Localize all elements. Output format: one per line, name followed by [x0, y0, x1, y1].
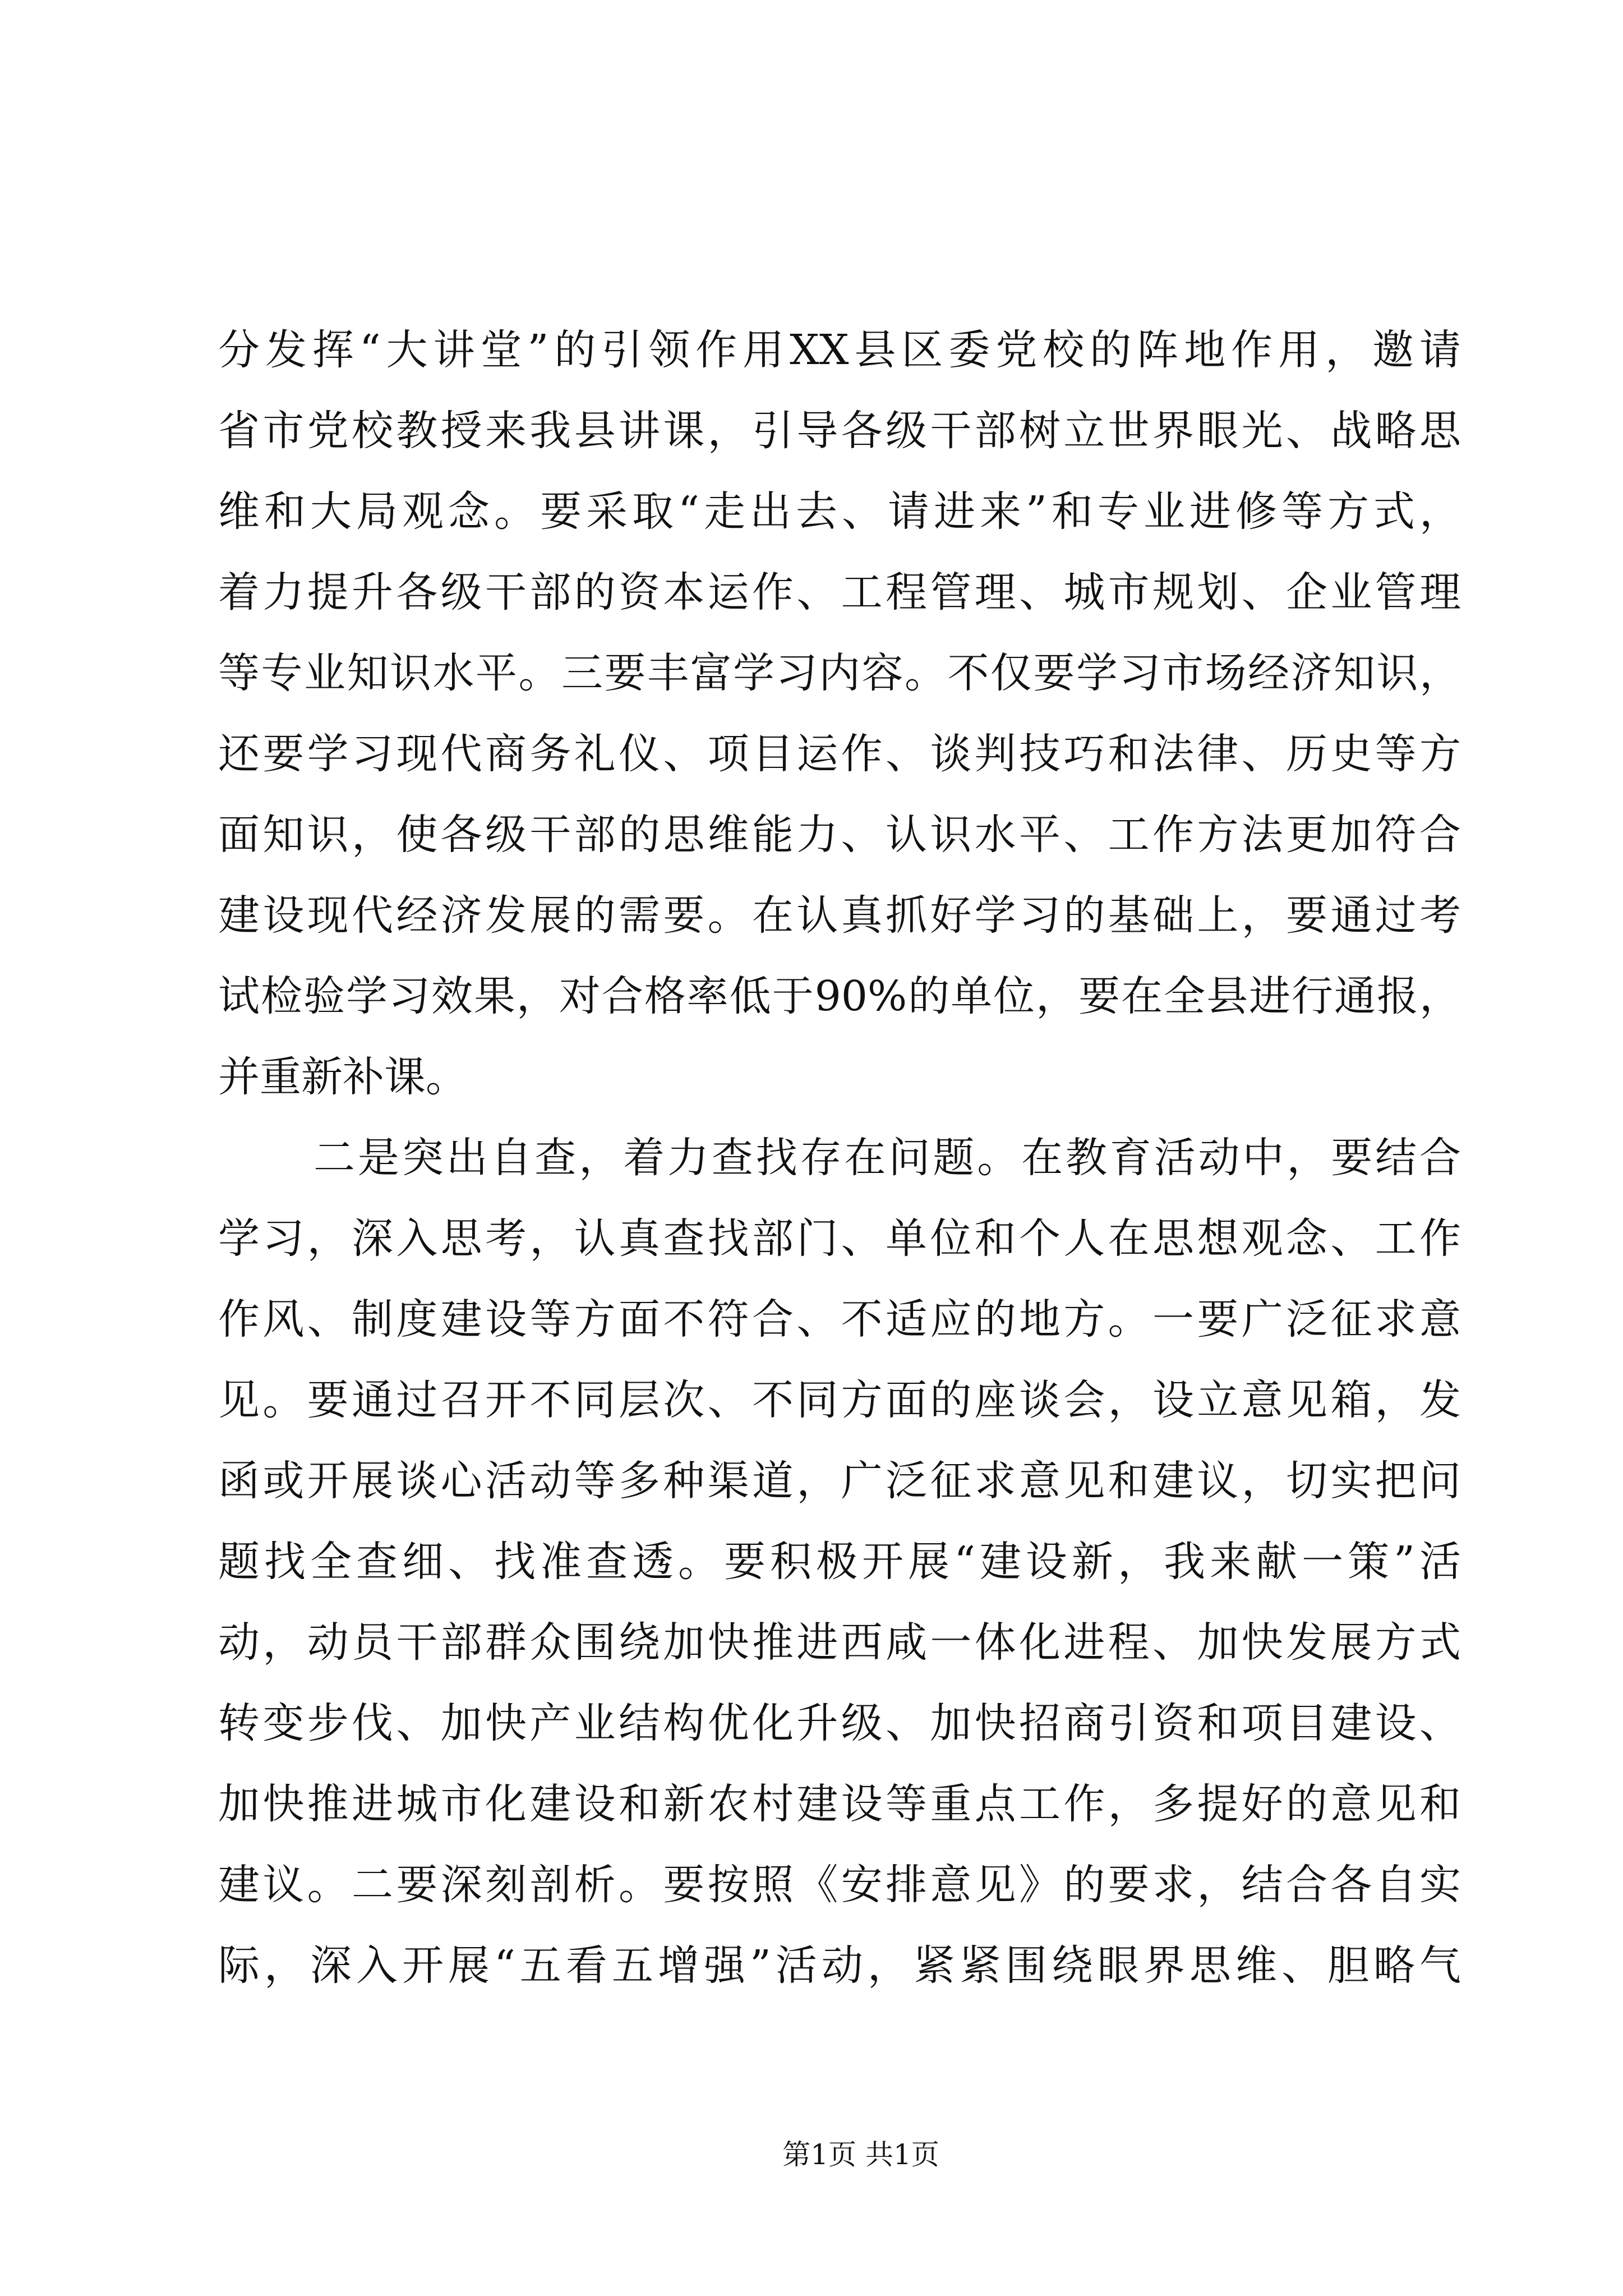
- text-line: 加快推进城市化建设和新农村建设等重点工作，多提好的意见和: [218, 1780, 1461, 1828]
- text-line: 作风、制度建设等方面不符合、不适应的地方。一要广泛征求意: [218, 1295, 1461, 1343]
- text-line: 建议。二要深刻剖析。要按照《安排意见》的要求，结合各自实: [218, 1861, 1461, 1909]
- body-text: [218, 310, 1461, 2006]
- text-line: 题找全查细、找准查透。要积极开展“建设新，我来献一策”活: [218, 1538, 1461, 1586]
- text-line: 省市党校教授来我县讲课，引导各级干部树立世界眼光、战略思: [218, 407, 1461, 455]
- text-line: 并重新补课。: [218, 1053, 467, 1101]
- paragraph-1: [218, 310, 1461, 1117]
- text-line: 等专业知识水平。三要丰富学习内容。不仅要学习市场经济知识，: [218, 649, 1461, 697]
- text-line: 分发挥“大讲堂”的引领作用XX县区委党校的阵地作用，邀请: [218, 326, 1461, 374]
- text-line: 维和大局观念。要采取“走出去、请进来”和专业进修等方式，: [218, 487, 1461, 536]
- page-footer: 第1页 共1页: [782, 2138, 939, 2171]
- paragraph-2: [218, 1117, 1461, 2006]
- text-line: 际，深入开展“五看五增强”活动，紧紧围绕眼界思维、胆略气: [218, 1941, 1461, 1990]
- text-line: 转变步伐、加快产业结构优化升级、加快招商引资和项目建设、: [218, 1699, 1461, 1747]
- text-line: 建设现代经济发展的需要。在认真抓好学习的基础上，要通过考: [218, 891, 1461, 940]
- text-line: 试检验学习效果，对合格率低于90%的单位，要在全县进行通报，: [218, 972, 1461, 1020]
- text-line: 着力提升各级干部的资本运作、工程管理、城市规划、企业管理: [218, 568, 1461, 616]
- text-line: 函或开展谈心活动等多种渠道，广泛征求意见和建议，切实把问: [218, 1457, 1461, 1505]
- text-line: 二是突出自查，着力查找存在问题。在教育活动中，要结合: [313, 1134, 1461, 1182]
- text-line: 面知识，使各级干部的思维能力、认识水平、工作方法更加符合: [218, 811, 1461, 859]
- text-line: 学习，深入思考，认真查找部门、单位和个人在思想观念、工作: [218, 1214, 1461, 1263]
- text-line: 还要学习现代商务礼仪、项目运作、谈判技巧和法律、历史等方: [218, 730, 1461, 778]
- text-line: 见。要通过召开不同层次、不同方面的座谈会，设立意见箱，发: [218, 1376, 1461, 1424]
- text-line: 动，动员干部群众围绕加快推进西咸一体化进程、加快发展方式: [218, 1618, 1461, 1667]
